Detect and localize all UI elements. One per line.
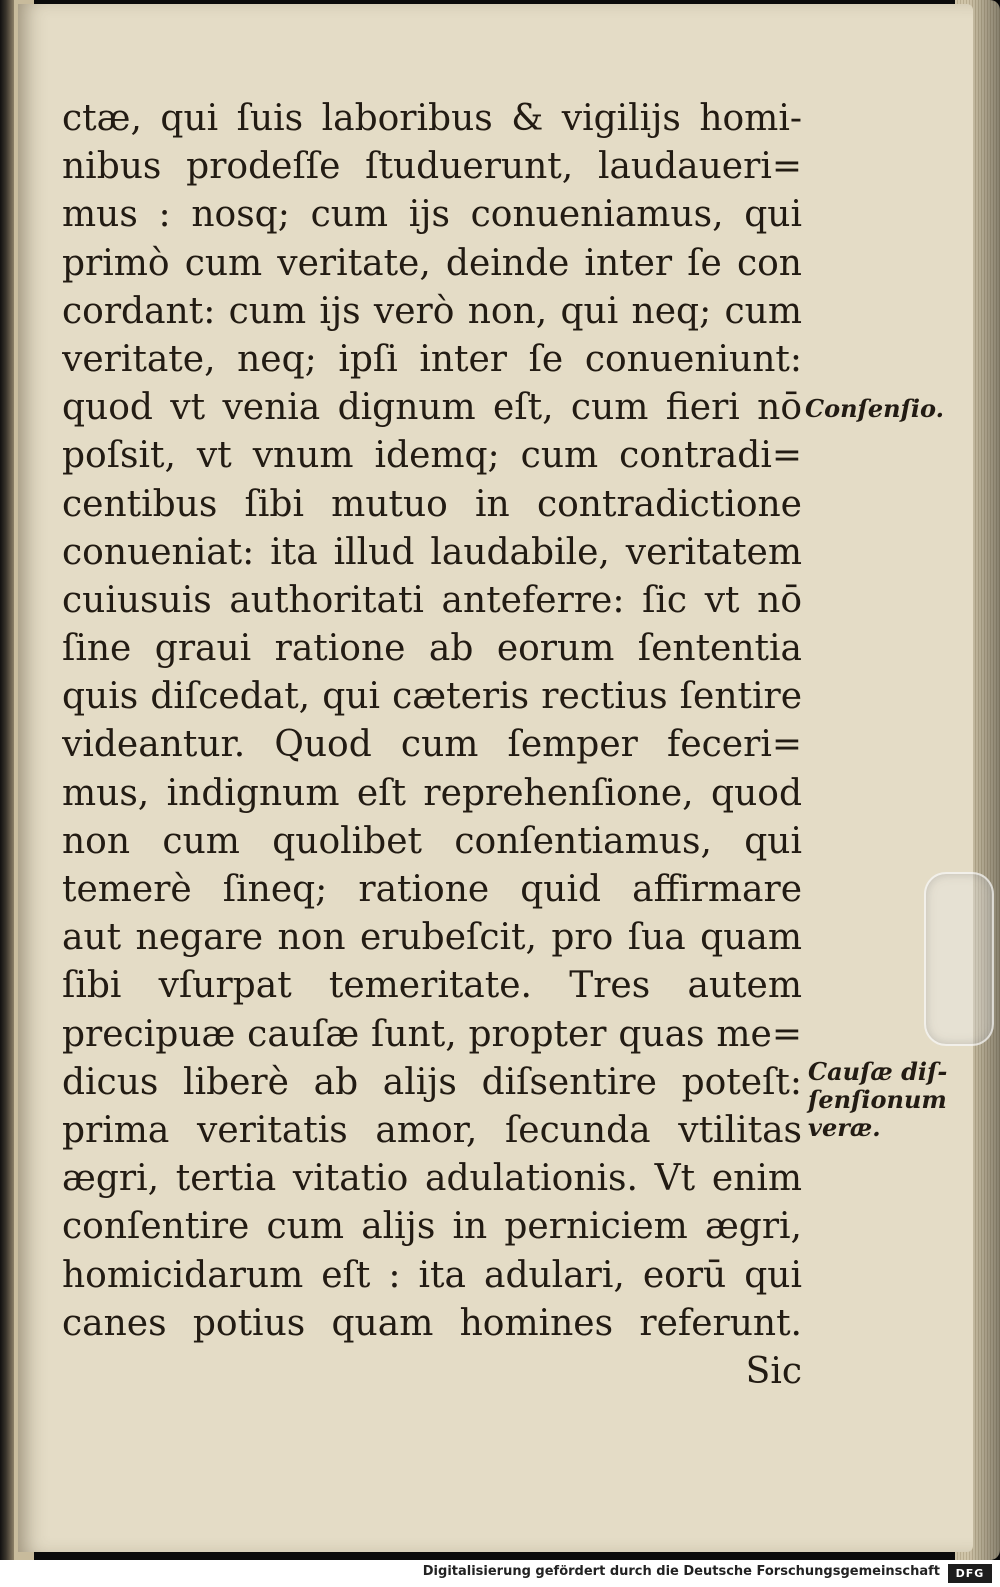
text-line: canes potius quam homines referunt. xyxy=(62,1302,802,1344)
clip-bookmark xyxy=(924,872,994,1046)
text-line: ctæ, qui ſuis laboribus & vigilijs homi- xyxy=(62,98,802,139)
text-line: poſsit, vt vnum idemq; cum contradi= xyxy=(62,435,802,477)
text-line: ſibi vſurpat temeritate. Tres autem xyxy=(62,965,802,1007)
text-line: ſine graui ratione ab eorum ſententia xyxy=(62,628,802,670)
text-line: dicus liberè ab alijs diſsentire poteſt: xyxy=(62,1061,802,1103)
text-line: mus : nosq; cum ijs conueniamus, qui xyxy=(62,194,802,236)
text-line: centibus ſibi mutuo in contradictione xyxy=(62,483,802,525)
text-line: conueniat: ita illud laudabile, veritatem xyxy=(62,531,802,573)
marginal-note-text: Conſenſio. xyxy=(805,394,944,423)
body-text xyxy=(62,95,802,1396)
marginal-note-consensio xyxy=(805,395,944,423)
footer-bar xyxy=(0,1560,1000,1587)
text-line: precipuæ cauſæ ſunt, propter quas me= xyxy=(62,1013,802,1055)
text-line: nibus prodeſſe ſtuduerunt, laudaueri= xyxy=(62,146,802,188)
text-line: videantur. Quod cum ſemper feceri= xyxy=(62,724,802,766)
marginal-note-causae xyxy=(808,1058,958,1142)
text-line: non cum quolibet conſentiamus, qui xyxy=(62,820,802,862)
text-line: ægri, tertia vitatio adulationis. Vt enim xyxy=(62,1158,802,1200)
text-line: primò cum veritate, deinde inter ſe con xyxy=(62,242,802,284)
dfg-logo: DFG xyxy=(948,1564,992,1583)
marginal-note-line: Cauſæ diſ- xyxy=(808,1057,948,1086)
marginal-note-line: veræ. xyxy=(808,1113,881,1142)
text-line: conſentire cum alijs in perniciem ægri, xyxy=(62,1206,802,1248)
text-line: cordant: cum ijs verò non, qui neq; cum xyxy=(62,290,802,332)
text-line: veritate, neq; ipſi inter ſe conueniunt: xyxy=(62,338,802,380)
text-line: cuiusuis authoritati anteferre: ſic vt nō xyxy=(62,579,802,621)
catchword: Sic xyxy=(745,1350,802,1392)
text-line: mus, indignum eſt reprehenſione, quod xyxy=(62,772,802,814)
text-line: homicidarum eſt : ita adulari, eorū qui xyxy=(62,1254,802,1296)
text-line: temerè ſineq; ratione quid affirmare xyxy=(62,869,802,910)
text-line: quod vt venia dignum eſt, cum fieri nō xyxy=(62,387,802,429)
marginal-note-line: ſenſionum xyxy=(808,1085,947,1114)
text-line: aut negare non erubeſcit, pro ſua quam xyxy=(62,917,802,959)
text-line: prima veritatis amor, ſecunda vtilitas xyxy=(62,1109,802,1151)
text-line: quis diſcedat, qui cæteris rectius ſentire xyxy=(62,676,802,718)
funding-credit: Digitalisierung gefördert durch die Deutsche Forschungsgemeinschaft xyxy=(422,1564,940,1579)
